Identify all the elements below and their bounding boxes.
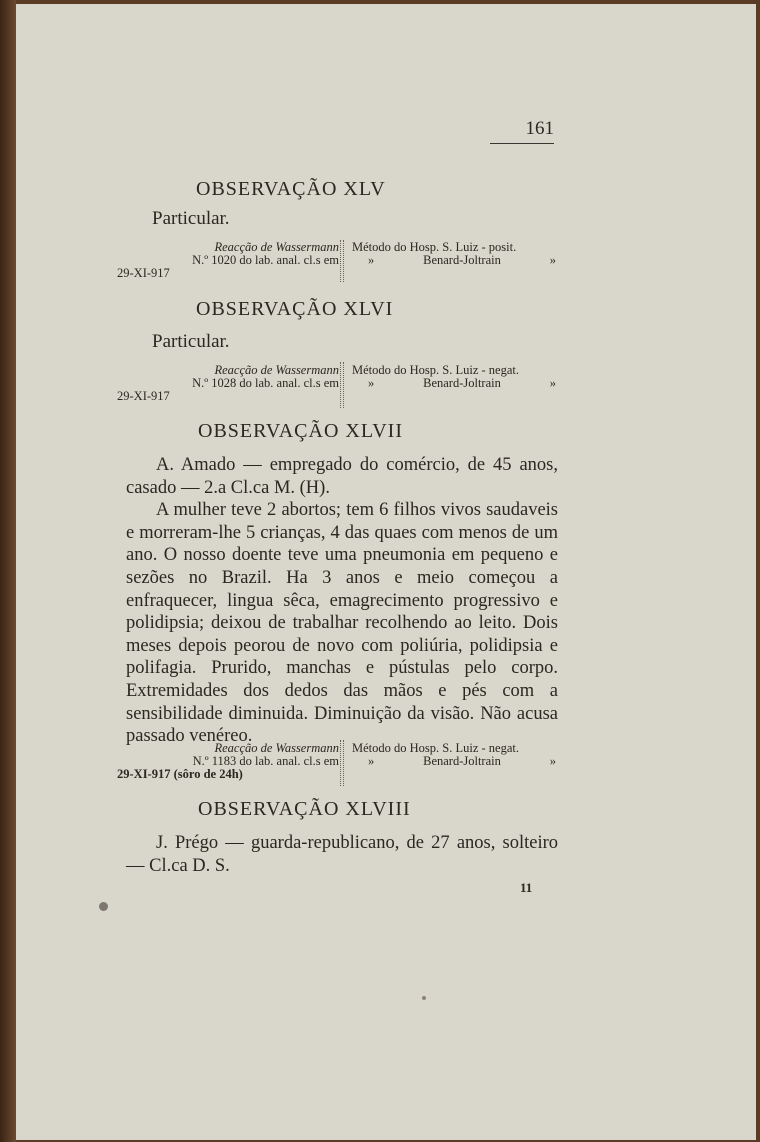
reaction-label: Reacção de Wassermann (214, 240, 339, 254)
paper-spot (422, 996, 426, 1000)
wassermann-reaction-xlvii (117, 742, 339, 781)
observation-title-xlvi: OBSERVAÇÃO XLVI (196, 298, 394, 320)
reaction-method-xlvi (352, 364, 558, 390)
ditto-mark: » (549, 253, 556, 267)
wassermann-reaction-xlv (117, 241, 339, 280)
observation-title-xlvii: OBSERVAÇÃO XLVII (198, 420, 403, 442)
reaction-method-xlvii (352, 742, 558, 768)
observation-title-xlv: OBSERVAÇÃO XLV (196, 178, 386, 200)
method-line-2 (352, 254, 558, 267)
wassermann-reaction-xlvi (117, 364, 339, 403)
ditto-mark: » (368, 754, 375, 768)
reaction-label: Reacção de Wassermann (214, 363, 339, 377)
book-spine (0, 0, 16, 1142)
observation-body-xlvii (126, 454, 558, 748)
observation-body-xlviii (126, 832, 558, 877)
column-separator (340, 740, 344, 786)
ditto-mark: » (368, 253, 375, 267)
paragraph: A. Amado — empregado do comércio, de 45 anos, casado — 2.a Cl.ca M. (H). (126, 455, 558, 498)
observation-title-xlviii: OBSERVAÇÃO XLVIII (198, 798, 411, 820)
reaction-number: N.º 1020 do lab. anal. cl.s em (192, 253, 339, 267)
paragraph: J. Prégo — guarda-republicano, de 27 anos, solteiro — Cl.ca D. S. (126, 833, 558, 876)
page-number: 161 (525, 118, 554, 139)
reaction-date: 29-XI-917 (117, 266, 170, 280)
ditto-mark: » (368, 376, 375, 390)
method-line-1: Método do Hosp. S. Luiz - negat. (352, 741, 519, 755)
method-line-2 (352, 377, 558, 390)
signature-mark: 11 (520, 880, 533, 895)
page-number-rule (490, 143, 554, 144)
method-second-name: Benard-Joltrain (423, 376, 501, 390)
observation-subtitle-xlvi: Particular. (152, 331, 230, 352)
reaction-label: Reacção de Wassermann (214, 741, 339, 755)
column-separator (340, 362, 344, 408)
reaction-date: 29-XI-917 (117, 389, 170, 403)
method-second-name: Benard-Joltrain (423, 754, 501, 768)
paragraph: A mulher teve 2 abortos; tem 6 filhos vivos saudaveis e morreram-lhe 5 crianças, 4 das quaes com menos de um ano. O nosso doente teve uma pneumonia em pequeno e sezões no Brazil. Ha 3 anos e meio começou a enfraquecer, lingua sêca, emagrecimento progressivo e polidipsia; deixou de trabalhar recolhendo ao leito. Dois meses depois peorou de novo com poliúria, polidipsia e polifagia. Prurido, manchas e pústulas pelo corpo. Extremidades dos dedos das mãos e pés com a sensibilidade diminuida. Diminuição da visão. Não acusa passado venéreo. (126, 500, 558, 747)
method-line-2 (352, 755, 558, 768)
reaction-number: N.º 1028 do lab. anal. cl.s em (192, 376, 339, 390)
reaction-number: N.º 1183 do lab. anal. cl.s em (192, 754, 339, 768)
ditto-mark: » (549, 376, 556, 390)
method-line-1: Método do Hosp. S. Luiz - negat. (352, 363, 519, 377)
reaction-date: 29-XI-917 (sôro de 24h) (117, 767, 243, 781)
reaction-method-xlv (352, 241, 558, 267)
paper-spot (99, 902, 108, 911)
ditto-mark: » (549, 754, 556, 768)
method-second-name: Benard-Joltrain (423, 253, 501, 267)
column-separator (340, 240, 344, 282)
observation-subtitle-xlv: Particular. (152, 208, 230, 229)
method-line-1: Método do Hosp. S. Luiz - posit. (352, 240, 517, 254)
